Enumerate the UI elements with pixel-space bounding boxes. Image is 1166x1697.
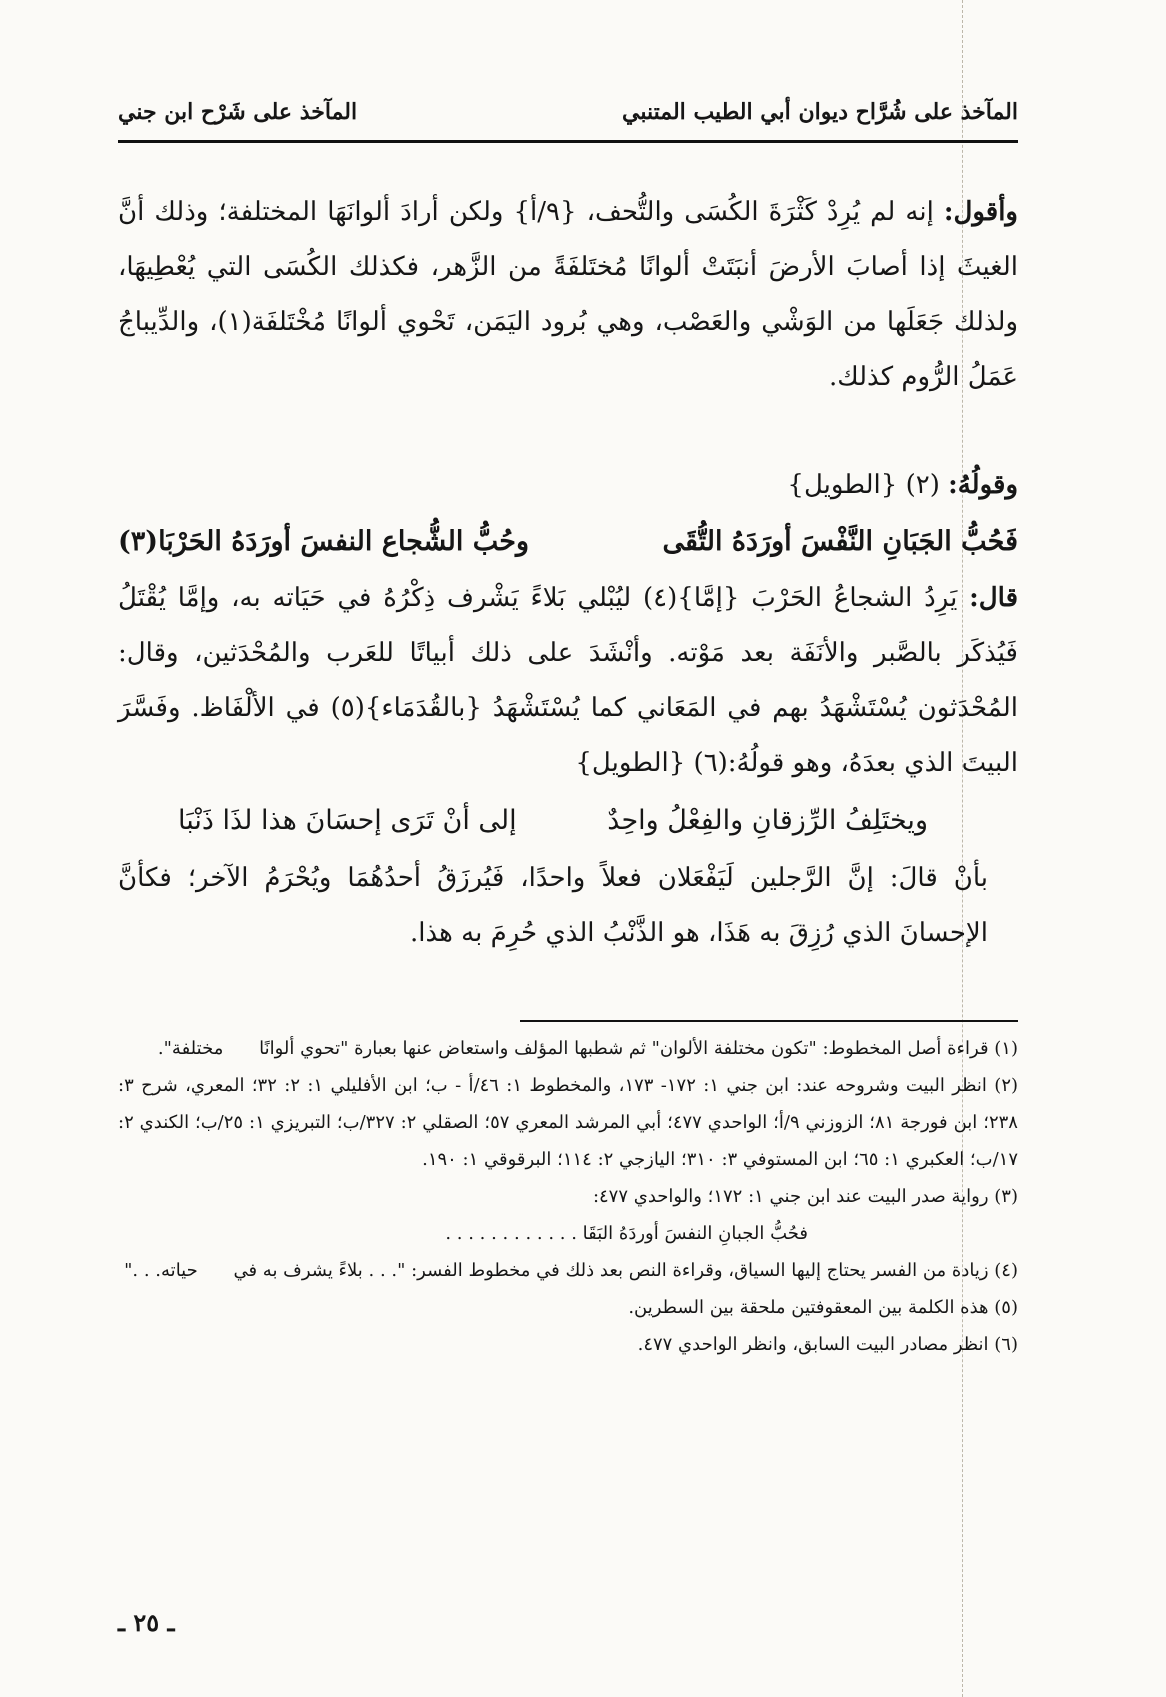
text-line: الذي بعدَهُ، وهو قولُهُ:(٦) {الطويل} <box>575 748 954 778</box>
footnote-line: (١) قراءة أصل المخطوط: "تكون مختلفة الألوان" ثم شطبها المؤلف واستعاض عنها بعبارة "تحوي ألوانًا <box>259 1038 1018 1059</box>
footnote-line: حياته. . ." <box>124 1260 198 1281</box>
paragraph-1 <box>118 185 1018 405</box>
footnote-line: (٥) هذه الكلمة بين المعقوفتين ملحقة بين السطرين. <box>628 1297 1018 1318</box>
paragraph-3 <box>118 571 1018 791</box>
footnote-6 <box>118 1326 1018 1363</box>
text-line: إنه لم يُرِدْ كَثْرَةَ الكُسَى والتُّحف، {٩/أ} ولكن أرادَ ألوانَهَا المختلفة؛ وذلك <box>154 197 934 227</box>
footnote-line: (٣) رواية صدر البيت عند ابن جني ١: ١٧٢؛ والواحدي ٤٧٧: <box>592 1186 1018 1207</box>
footnote-line: مختلفة". <box>157 1038 224 1059</box>
running-header <box>118 92 1018 132</box>
text-line: بأنْ قالَ: إنَّ الرَّجلين لَيَفْعَلان فعلاً واحدًا، فَيُرزَقُ أحدُهُمَا ويُحْرَمُ الآخر؛ فكأنَّ <box>118 863 988 893</box>
footnote-1 <box>118 1030 1018 1067</box>
paragraph-2-lead: وقولُهُ: <box>948 470 1018 500</box>
verse-1-first-hemistich: فَحُبُّ الجَبَانِ النَّفْسَ أورَدَهُ التُّقَى <box>662 526 1018 557</box>
footnote-3-quoted-verse: فحُبُّ الجبانِ النفسَ أوردَهُ البَقَا . . . . . . . . . . . . <box>445 1223 808 1244</box>
paragraph-1-lead: وأقول: <box>943 197 1018 227</box>
text-line: يُعْطِيهَا، ولذلك جَعَلَها من الوَشْي والعَصْب، وهي بُرود اليَمَن، تَحْوي ألوانًا <box>118 252 1019 337</box>
footnote-line: (٤) زيادة من الفسر يحتاج إليها السياق، وقراءة النص بعد ذلك في مخطوط الفسر: ". . . بلاءً يشرف به في <box>233 1260 1018 1281</box>
header-title-right: المآخذ على شُرَّاح ديوان أبي الطيب المتنبي <box>622 99 1018 125</box>
footnote-2 <box>118 1067 1018 1178</box>
footnote-line: (٦) انظر مصادر البيت السابق، وانظر الواحدي ٤٧٧. <box>637 1334 1018 1355</box>
verse-2 <box>118 791 1018 851</box>
text-line: فَيُذكَر بالصَّبر والأنَفَة بعد مَوْته. وأنْشَدَ على ذلك أبياتًا للعَرب والمُحْدَثين، وقال: <box>118 638 1018 668</box>
text-line: الإحسانَ الذي رُزِقَ به هَذَا، هو الذَّنْبُ الذي حُرِمَ به هذا. <box>410 918 988 948</box>
header-rule <box>118 140 1018 143</box>
paragraph-3-lead: قال: <box>969 583 1018 613</box>
header-title-left: المآخذ على شَرْح ابن جني <box>118 99 358 125</box>
footnote-3 <box>118 1178 1018 1215</box>
text-line: مُخْتَلفَة(١)، والدِّيباجُ عَمَلُ الرُّوم كذلك. <box>118 307 1018 392</box>
footnotes <box>118 1030 1018 1363</box>
footnote-line: ٣١٠؛ اليازجي ٢: ١١٤؛ البرقوقي ١: ١٩٠. <box>422 1149 716 1170</box>
page-number: ـ ٢٥ ـ <box>118 1608 175 1637</box>
text-line: يَرِدُ الشجاعُ الحَرْبَ {إمَّا}(٤) ليُبْلي بَلاءً يَشْرف ذِكْرُهُ في حَيَاته به، وإمَّا يُقْتَلُ <box>118 583 958 613</box>
verse-1 <box>118 513 1018 571</box>
paragraph-2 <box>118 458 1018 513</box>
main-text <box>118 185 1018 961</box>
text-line: أنَّ الغيثَ إذا أصابَ الأرضَ أنبَتَتْ ألوانًا مُختَلفَةً من الزَّهر، فكذلك الكُسَى التي <box>118 197 1018 282</box>
footnote-line: الصقلي ٢: ٣٢٧/ب؛ التبريزي ١: ٢٥/ب؛ الكندي ٢: ١٧/ب؛ العكبري ١: ٦٥؛ ابن المستوفي ٣: <box>118 1112 1018 1170</box>
footnote-5 <box>118 1289 1018 1326</box>
text-line: المُحْدَثون يُسْتَشْهَدُ بهم في المَعَاني كما يُسْتَشْهَدُ {بالقُدَمَاء}(٥) في الألْفَاظ. وفَسَّرَ البيتَ <box>118 693 1018 778</box>
meter-label: (٢) {الطويل} <box>787 470 940 500</box>
paragraph-4 <box>118 851 1018 961</box>
footnote-4 <box>118 1252 1018 1289</box>
verse-2-second-hemistich: إلى أنْ تَرَى إحسَانَ هذا لذَا ذَنْبَا <box>178 805 517 836</box>
footnote-line: ٣٢؛ المعري، شرح ٣: ٢٣٨؛ ابن فورجة ٨١؛ الزوزني ٩/أ؛ الواحدي ٤٧٧؛ أبي المرشد المعري ٥٧؛ <box>118 1075 1018 1133</box>
verse-1-second-hemistich: وحُبُّ الشُّجاع النفسَ أورَدَهُ الحَرْبَا(٣) <box>118 526 529 557</box>
footnote-separator <box>520 1020 1018 1022</box>
verse-2-first-hemistich: ويختَلِفُ الرِّزقانِ والفِعْلُ واحِدٌ <box>607 805 928 836</box>
footnote-line: (٢) انظر البيت وشروحه عند: ابن جني ١: ١٧٢- ١٧٣، والمخطوط ١: ٤٦/أ - ب؛ ابن الأفليلي ١: ٢: <box>284 1075 1019 1096</box>
